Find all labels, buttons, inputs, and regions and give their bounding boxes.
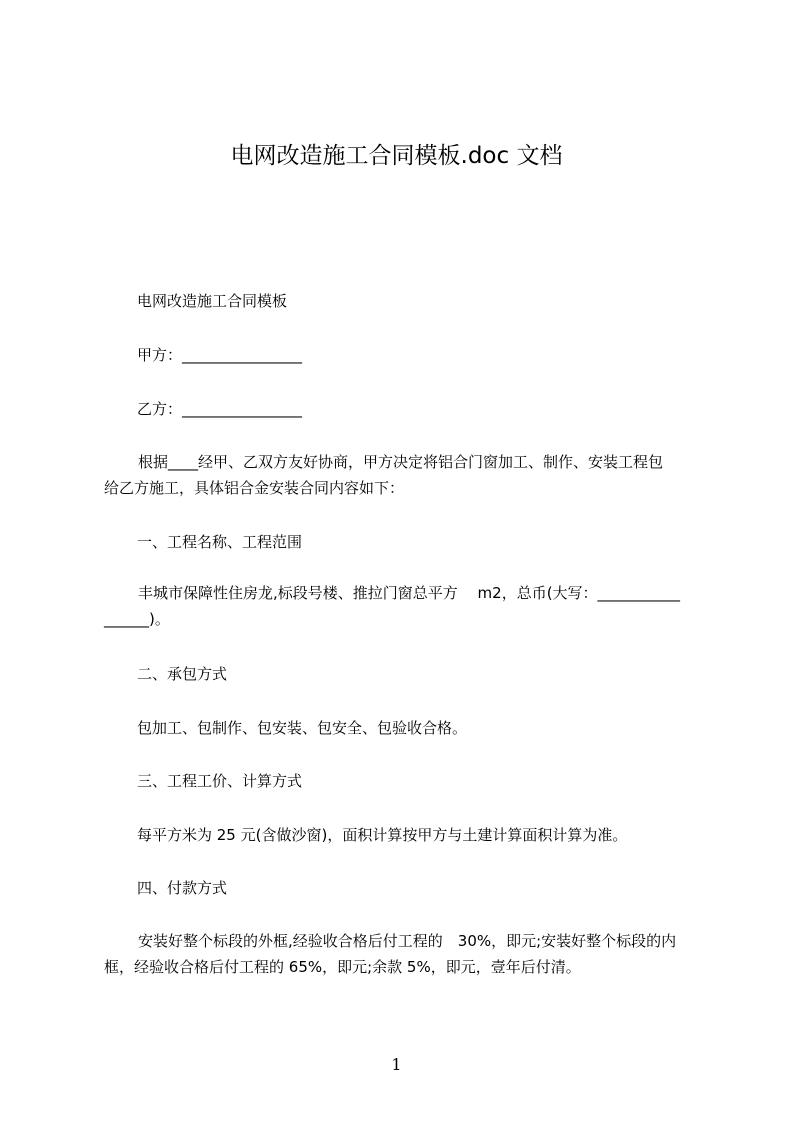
section-1-paragraph <box>104 580 704 632</box>
party-b-line: 乙方：________________ <box>137 400 303 418</box>
section-1-line-2: ______)。 <box>104 610 170 628</box>
section-4-heading: 四、付款方式 <box>137 879 228 897</box>
section-1-line-1: 丰城市保障性住房龙,标段号楼、推拉门窗总平方 m2，总币(大写：___________ <box>138 584 681 602</box>
section-2-heading: 二、承包方式 <box>137 665 228 683</box>
section-1-heading: 一、工程名称、工程范围 <box>137 533 303 551</box>
section-4-line-1: 安装好整个标段的外框,经验收合格后付工程的 30%，即元;安装好整个标段的内 <box>138 932 677 950</box>
section-3-body: 每平方米为 25 元(含做沙窗)，面积计算按甲方与土建计算面积计算为准。 <box>137 826 628 844</box>
section-2-body: 包加工、包制作、包安装、包安全、包验收合格。 <box>137 719 468 737</box>
section-4-paragraph <box>104 928 704 980</box>
intro-paragraph <box>104 449 704 501</box>
section-4-line-2: 框，经验收合格后付工程的 65%，即元;余款 5%，即元，壹年后付清。 <box>104 958 581 976</box>
section-3-heading: 三、工程工价、计算方式 <box>137 772 303 790</box>
party-a-line: 甲方：________________ <box>137 346 303 364</box>
intro-line-1: 根据____经甲、乙双方友好协商，甲方决定将铝合门窗加工、制作、安装工程包 <box>138 453 664 471</box>
document-title: 电网改造施工合同模板.doc 文档 <box>230 143 563 169</box>
page-number: 1 <box>391 1055 402 1074</box>
intro-line-2: 给乙方施工，具体铝合金安装合同内容如下： <box>104 479 405 497</box>
contract-heading: 电网改造施工合同模板 <box>137 292 288 310</box>
